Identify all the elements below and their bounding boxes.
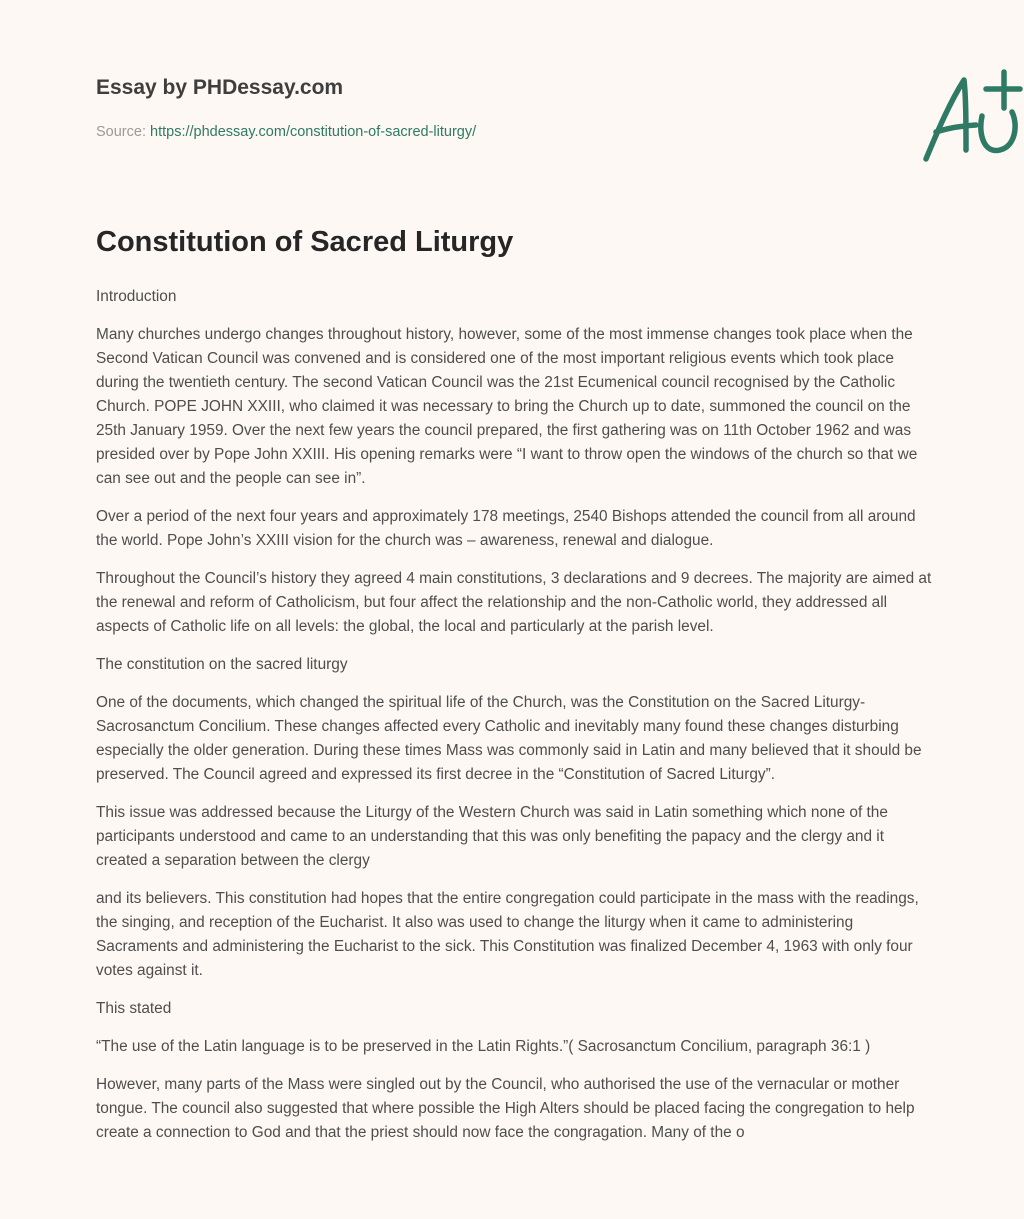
brand-title: Essay by PHDessay.com [96,76,344,99]
essay-paragraph: Introduction [96,288,177,305]
essay-paragraph: Throughout the Council’s history they agreed 4 main constitutions, 3 declarations and 9 decrees. The majority are aimed at the renewal and reform of Catholicism, but four affect the relationship and the non-Catholic world, they addressed all aspects of Catholic life on all levels: the global, the local and particularly at the parish level. [96,570,932,635]
essay-paragraph: Many churches undergo changes throughout history, however, some of the most immense changes took place when the Second Vatican Council was convened and is considered one of the most important religious events which took place during the twentieth century. The second Vatican Council was the 21st Ecumenical council recognised by the Catholic Church. POPE JOHN XXIII, who claimed it was necessary to bring the Church up to date, summoned the council on the 25th January 1959. Over the next few years the council prepared, the first gathering was on 11th October 1962 and was presided over by Pope John XXIII. His opening remarks were “I want to throw open the windows of the church so that we can see out and the people can see in”. [96,326,918,487]
essay-paragraph: This stated [96,1000,172,1017]
essay-paragraph: “The use of the Latin language is to be preserved in the Latin Rights.”( Sacrosanctum Concilium, paragraph 36:1 ) [96,1038,871,1055]
essay-paragraph: However, many parts of the Mass were singled out by the Council, who authorised the use of the vernacular or mother tongue. The council also suggested that where possible the High Alters should be placed facing the congregation to help create a connection to God and that the priest should now face the congragation. Many of the o [96,1076,915,1141]
source-link[interactable]: https://phdessay.com/constitution-of-sacred-liturgy/ [150,124,477,140]
source-line [96,124,476,140]
essay-title: Constitution of Sacred Liturgy [96,226,514,258]
essay-paragraph: This issue was addressed because the Liturgy of the Western Church was said in Latin something which none of the participants understood and came to an understanding that this was only benefiting the papacy and the clergy and it created a separation between the clergy [96,804,888,869]
source-label: Source: [96,124,146,140]
a-plus-logo-icon [920,68,1024,164]
essay-paragraph: The constitution on the sacred liturgy [96,656,348,673]
essay-body [96,285,932,1159]
essay-paragraph: Over a period of the next four years and approximately 178 meetings, 2540 Bishops attended the council from all around the world. Pope John’s XXIII vision for the church was – awareness, renewal and dialogue. [96,508,916,549]
essay-paragraph: and its believers. This constitution had hopes that the entire congregation could participate in the mass with the readings, the singing, and reception of the Eucharist. It also was used to change the liturgy when it came to administering Sacraments and administering the Eucharist to the sick. This Constitution was finalized December 4, 1963 with only four votes against it. [96,890,919,979]
essay-paragraph: One of the documents, which changed the spiritual life of the Church, was the Constitution on the Sacred Liturgy- Sacrosanctum Concilium. These changes affected every Catholic and inevitably many found these changes disturbing especially the older generation. During these times Mass was commonly said in Latin and many believed that it should be preserved. The Council agreed and expressed its first decree in the “Constitution of Sacred Liturgy”. [96,694,922,783]
